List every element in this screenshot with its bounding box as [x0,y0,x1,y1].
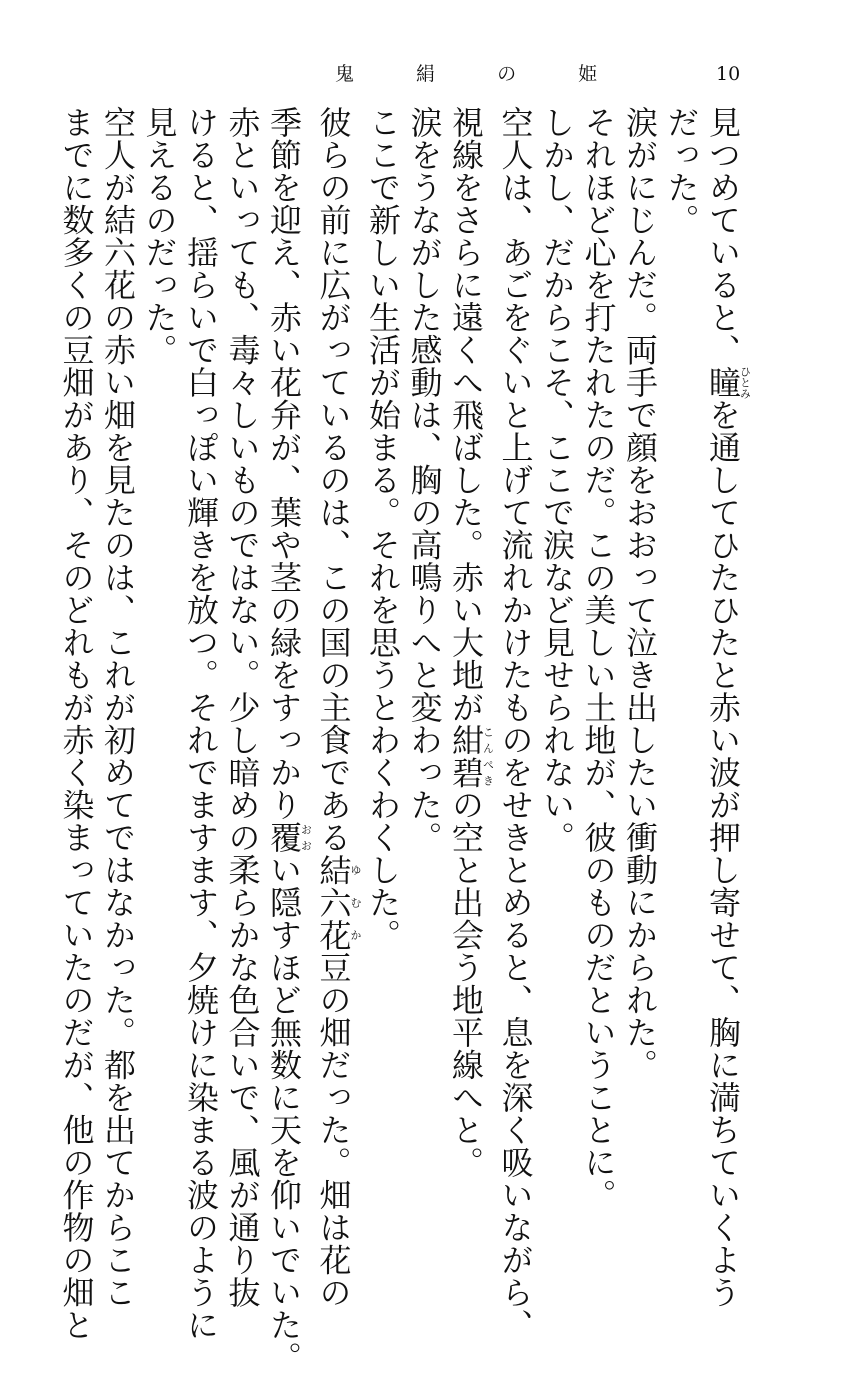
text-line: 空人は、あごをぐいと上げて流れかけたものをせきとめると、息を深く吸いながら、 [496,106,535,1341]
text-line: 空人が結六花の赤い畑を見たのは、これが初めてではなかった。都を出てからここ [99,106,137,1309]
text-line: 視線をさらに遠くへ飛ばした。赤い大地が紺碧こんぺきの空と出会う地平線へと。 [447,106,495,1179]
running-title: 鬼 絹 の 姫 [335,63,626,85]
ruby-annotation: 紺碧こんぺき [447,723,495,789]
text-line: 彼らの前に広がっているのは、この国の主食である結六花ゆむか豆の畑だった。畑は花の [314,106,362,1309]
text-line: 涙をうながした感動は、胸の高鳴りへと変わった。 [405,106,444,854]
ruby-annotation: 結六花ゆむか [314,853,362,951]
text-line: 見えるのだった。 [140,106,179,366]
text-line: 赤といっても、毒々しいものではない。少し暗めの柔らかな色合いで、風が通り抜 [223,106,262,1309]
text-line: それほど心を打たれたのだ。この美しい土地が、彼のものだということに。 [579,106,618,1211]
text-line: けると、揺らいで白っぽい輝きを放つ。それでますます、夕焼けに染まる波のように [182,106,220,1341]
text-line: しかし、だからこそ、ここで涙など見せられない。 [538,106,576,854]
ruby-annotation: 瞳ひとみ [704,365,752,399]
text-line: 涙がにじんだ。両手で顔をおおって泣き出したい衝動にかられた。 [621,106,659,1081]
body-text [55,106,752,1374]
text-line: 見つめていると、瞳ひとみを通してひたひたと赤い波が押し寄せて、胸に満ちていくよう [704,106,752,1309]
text-line: ここで新しい生活が始まる。それを思うとわくわくした。 [364,106,402,951]
text-line: までに数多くの豆畑があり、そのどれもが赤く染まっていたのだが、他の作物の畑と [57,106,96,1341]
text-line: だった。 [662,106,701,236]
ruby-annotation: 覆おお [265,821,313,854]
page-number: 10 [716,63,741,85]
text-line: 季節を迎え、赤い花弁が、葉や茎の緑をすっかり覆おおい隠すほど無数に天を仰いでいた。 [265,106,313,1374]
